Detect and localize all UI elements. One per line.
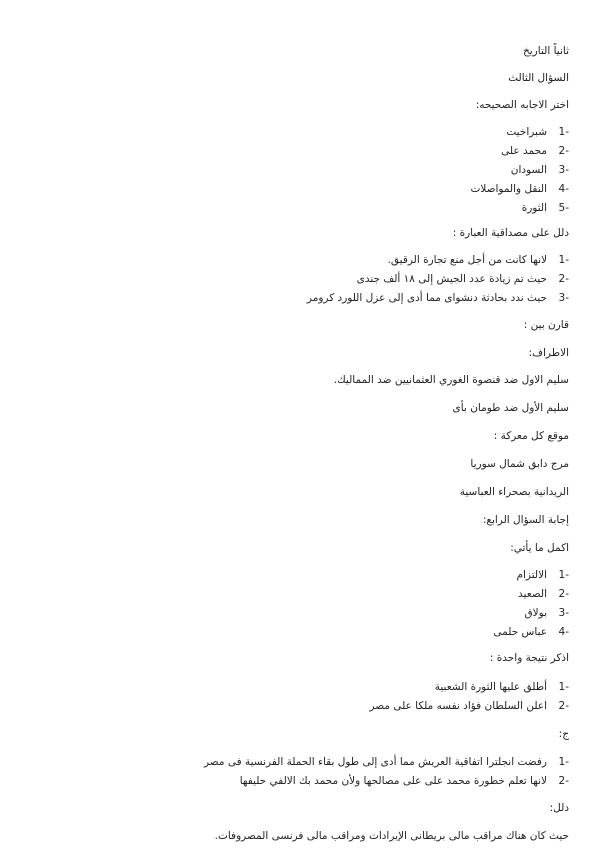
item-number: -4 bbox=[558, 183, 569, 195]
item-text: عباس حلمى bbox=[493, 626, 547, 638]
item-text: الثورة bbox=[521, 202, 547, 214]
complete-heading: اكمل ما يأتي: bbox=[510, 542, 569, 554]
item-number: -1 bbox=[558, 756, 569, 768]
parties-line-two: سليم الأول ضد طومان بأى bbox=[452, 402, 569, 414]
list-item bbox=[501, 144, 569, 158]
item-number: -1 bbox=[558, 254, 569, 266]
item-text: السودان bbox=[510, 164, 547, 176]
prove-statement-heading: دلل على مصداقية العبارة : bbox=[452, 227, 569, 239]
battle-location-heading: موقع كل معركة : bbox=[493, 430, 569, 442]
item-text: حيث ندد بحادثة دنشواى مما أدى إلى عزل اللورد كرومر bbox=[306, 292, 547, 304]
item-text: بولاق bbox=[524, 607, 547, 619]
item-number: -4 bbox=[558, 626, 569, 638]
mention-result-heading: اذكر نتيجة واحدة : bbox=[489, 652, 569, 664]
item-number: -3 bbox=[558, 607, 569, 619]
list-item bbox=[506, 125, 569, 139]
list-item bbox=[357, 272, 569, 286]
item-number: -3 bbox=[558, 292, 569, 304]
item-text: لانها كانت من أجل منع تجارة الرقيق. bbox=[387, 254, 547, 266]
item-text: أطلق عليها الثورة الشعبية bbox=[434, 681, 547, 693]
item-text: رفضت انجلترا اتفاقية العريش مما أدى إلى طول بقاء الحملة الفرنسية فى مصر bbox=[203, 756, 547, 768]
item-text: اعلن السلطان فؤاد نفسه ملكا على مصر bbox=[369, 700, 547, 712]
item-text: الالتزام bbox=[516, 569, 547, 581]
prove-heading: دلل: bbox=[549, 802, 569, 814]
list-item bbox=[493, 625, 569, 639]
item-text: شبراخيت bbox=[506, 126, 547, 138]
item-text: النقل والمواصلات bbox=[470, 183, 547, 195]
item-number: -1 bbox=[558, 126, 569, 138]
item-text: حيث تم زيادة عدد الجيش إلى ١٨ ألف جندى bbox=[356, 273, 547, 285]
item-number: -3 bbox=[558, 164, 569, 176]
question-three-heading: السؤال الثالث bbox=[508, 72, 569, 84]
item-text: محمد على bbox=[501, 145, 547, 157]
item-number: -2 bbox=[558, 273, 569, 285]
question-four-heading: إجابة السؤال الرابع: bbox=[482, 514, 569, 526]
list-item bbox=[369, 699, 569, 713]
list-item bbox=[240, 774, 569, 788]
item-text: لانها تعلم خطورة محمد على على مصالحها ولأن محمد بك الالفي حليفها bbox=[239, 775, 547, 787]
item-number: -5 bbox=[558, 202, 569, 214]
location-line-one: مرج دابق شمال سوريا bbox=[470, 458, 569, 470]
list-item bbox=[518, 587, 569, 601]
list-item bbox=[204, 755, 569, 769]
final-answer-line: حيث كان هناك مراقب مالى بريطانى الإيرادات ومراقب مالى فرنسى المصروفات. bbox=[214, 830, 569, 842]
item-number: -1 bbox=[558, 569, 569, 581]
list-item bbox=[511, 163, 569, 177]
list-item bbox=[388, 253, 569, 267]
location-line-two: الريدانية بصحراء العباسية bbox=[459, 486, 569, 498]
item-number: -2 bbox=[558, 700, 569, 712]
item-number: -2 bbox=[558, 775, 569, 787]
compare-heading: قارن بين : bbox=[523, 319, 569, 331]
item-number: -1 bbox=[558, 681, 569, 693]
list-item bbox=[525, 606, 569, 620]
item-text: الصعيد bbox=[518, 588, 547, 600]
list-item bbox=[517, 568, 570, 582]
choose-correct-heading: اختر الاجابه الصحيحه: bbox=[475, 99, 569, 111]
item-number: -2 bbox=[558, 145, 569, 157]
answer-c-heading: ج: bbox=[558, 728, 569, 740]
parties-heading: الاطراف: bbox=[528, 347, 569, 359]
list-item bbox=[470, 182, 569, 196]
list-item bbox=[522, 201, 569, 215]
list-item bbox=[307, 291, 569, 305]
list-item bbox=[435, 680, 569, 694]
parties-line-one: سليم الاول ضد قنصوة الغوري العثمانيين ضد المماليك. bbox=[333, 374, 569, 386]
item-number: -2 bbox=[558, 588, 569, 600]
section-title-history: ثانياً التاريخ bbox=[522, 45, 569, 57]
